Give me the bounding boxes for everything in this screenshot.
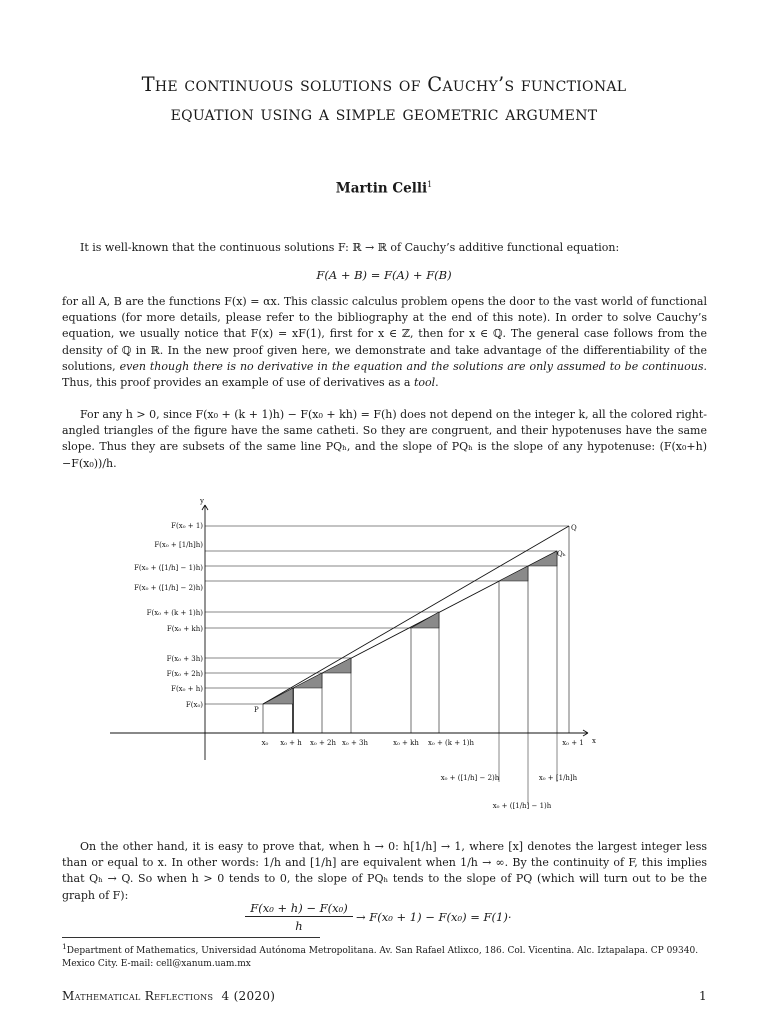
slope-denominator: h [295,919,303,933]
x-tick-label: x₀ + h [280,739,302,747]
y-tick-label: F(x₀ + h) [171,685,203,693]
x-tick-label: x₀ + kh [393,739,419,747]
y-tick-label: F(x₀ + ([1/h] − 1)h) [134,564,203,572]
point-Q-label: Q [571,524,577,532]
shaded-triangle [293,673,322,688]
x-tick-label: x₀ + (k + 1)h [427,739,475,747]
y-tick-label: F(x₀ + 3h) [166,655,203,663]
slope-limit: → F(x₀ + 1) − F(x₀) = F(1)· [356,910,512,924]
y-tick-label: F(x₀ + [1/h]h) [154,541,203,549]
author-footnote-mark: 1 [427,180,433,189]
y-tick-label: F(x₀ + 2h) [166,670,203,678]
x-tick-label: x₀ + 3h [341,739,369,747]
journal-footer [62,989,275,1003]
page-number: 1 [699,989,707,1003]
paragraph-background-period: . [435,376,439,390]
paragraph-limit: On the other hand, it is easy to prove that, when h → 0: h[1/h] → 1, where [x] denotes the largest integer less than or equal to x. In other words: 1/h and [1/h] are equivalent when 1/h → ∞. By the continuity of F, this implies that Qₕ → Q. So when h > 0 tends to 0, the slope of PQₕ tends to the slope of PQ (which will turn out to be the graph of F): [62,840,707,902]
journal-issue: 4 (2020) [221,989,276,1003]
author-name: Martin Celli [335,180,428,197]
shaded-triangle [499,566,528,581]
shaded-triangle [528,551,557,566]
x-tick-label: x₀ [261,739,269,747]
slope-fraction [245,901,353,933]
slope-numerator: F(x₀ + h) − F(x₀) [245,901,353,917]
paragraph-background-end: Thus, this proof provides an example of use of derivatives as a [62,376,414,390]
footnote [62,940,707,971]
footnote-rule [62,937,320,938]
paragraph-background-main: for all A, B are the functions F(x) = αx. This classic calculus problem opens the door to the vast world of functional equations (for more details, please refer to the bibliography at the end of this note). In order to solve Cauchy’s equation, we usually notice that F(x) = xF(1), first for x ∈ ℤ, then for x ∈ ℚ. The general case follows from the density of ℚ in ℝ. In the new proof given here, we demonstrate and take advantage of the differentiability of the solutions, [62,295,707,373]
y-tick-label: F(x₀ + kh) [166,625,203,633]
point-P-label: P [254,706,259,714]
x-tick-label-below: x₀ + ([1/h] − 1)h [492,802,552,810]
y-tick-label: F(x₀ + ([1/h] − 2)h) [134,584,203,592]
x-tick-label-below: x₀ + [1/h]h [538,774,578,782]
paragraph-intro: It is well-known that the continuous solutions F: ℝ → ℝ of Cauchy’s additive functional equation: [80,241,620,254]
journal-name: Mathematical Reflections [62,989,214,1003]
x-axis-label: x [592,737,596,745]
paragraph-background-emphasis: even though there is no derivative in the equation and the solutions are only assumed to be continuous. [119,359,707,373]
shaded-triangle [411,612,439,628]
paragraph-background-tool: tool [413,376,436,390]
figure-labels [134,497,596,810]
shaded-triangle [322,658,351,673]
equation-cauchy: F(A + B) = F(A) + F(B) [316,268,452,282]
y-tick-label: F(x₀ + (k + 1)h) [146,609,203,617]
point-Qh-label: Qₕ [557,550,566,558]
footnote-mark: 1 [62,942,67,951]
y-tick-label: F(x₀) [185,701,203,709]
y-tick-label: F(x₀ + 1) [171,522,203,530]
title-line-2: equation using a simple geometric argument [170,102,598,125]
paragraph-triangles: For any h > 0, since F(x₀ + (k + 1)h) − F(x₀ + kh) = F(h) does not depend on the integer k, all the colored right-angled triangles of the figure have the same catheti. So they are congruent, and their hypotenuses have the same slope. Thus they are subsets of the same line PQₕ, and the slope of PQₕ is the slope of any hypotenuse: (F(x₀+h)−F(x₀))/h. [62,408,707,470]
x-tick-label: x₀ + 2h [309,739,337,747]
footnote-text: Department of Mathematics, Universidad Autónoma Metropolitana. Av. San Rafael Atlixco, 186. Col. Vicentina. Alc. Iztapalapa. CP 09340. Mexico City. E-mail: cell@xanum.uam.mx [62,946,699,969]
shaded-triangle [263,688,293,704]
line-PQ [263,526,569,704]
x-tick-label-below: x₀ + ([1/h] − 2)h [440,774,500,782]
title-line-1: The continuous solutions of Cauchy’s functional [141,73,627,96]
y-axis-label: y [200,497,204,505]
x-tick-label: x₀ + 1 [562,739,584,747]
